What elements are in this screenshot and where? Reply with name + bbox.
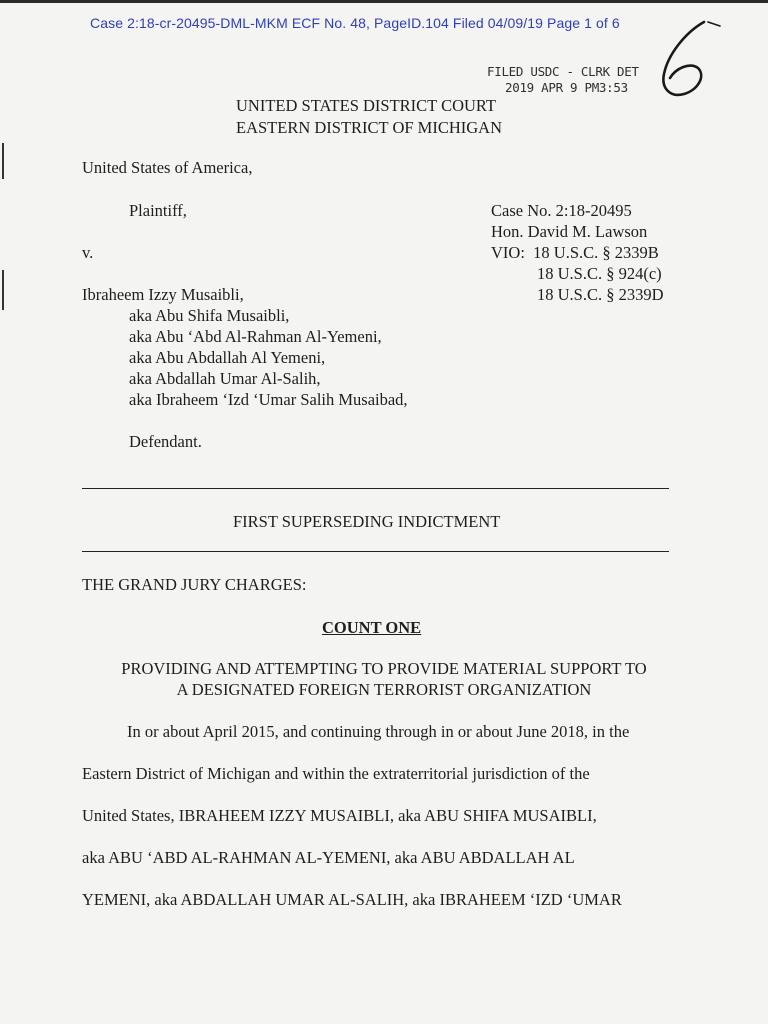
title-rule-bottom: [82, 551, 669, 552]
plaintiff-name: United States of America,: [82, 158, 253, 177]
ecf-header-stamp: Case 2:18-cr-20495-DML-MKM ECF No. 48, PageID.104 Filed 04/09/19 Page 1 of 6: [90, 15, 620, 31]
charges-intro: THE GRAND JURY CHARGES:: [82, 575, 307, 594]
scan-margin-mark: [2, 143, 4, 179]
plaintiff-label: Plaintiff,: [129, 201, 187, 220]
handwritten-six-icon: [646, 18, 728, 106]
scan-top-edge: [0, 0, 768, 3]
defendant-alias: aka Abu ‘Abd Al-Rahman Al-Yemeni,: [129, 327, 382, 346]
defendant-alias: aka Abu Abdallah Al Yemeni,: [129, 348, 326, 367]
scan-margin-mark: [2, 270, 4, 310]
body-line: In or about April 2015, and continuing through in or about June 2018, in the: [127, 722, 630, 741]
handwritten-page-mark: [646, 18, 728, 111]
versus-label: v.: [82, 243, 94, 262]
filed-stamp-line1: FILED USDC - CLRK DET: [487, 64, 639, 79]
court-district: EASTERN DISTRICT OF MICHIGAN: [236, 118, 502, 137]
body-line: YEMENI, aka ABDALLAH UMAR AL-SALIH, aka IBRAHEEM ‘IZD ‘UMAR: [82, 890, 622, 909]
violation-statute: 18 U.S.C. § 2339D: [537, 285, 664, 304]
defendant-alias: aka Ibraheem ‘Izd ‘Umar Salih Musaibad,: [129, 390, 408, 409]
case-number: Case No. 2:18-20495: [491, 201, 632, 220]
body-line: aka ABU ‘ABD AL-RAHMAN AL-YEMENI, aka ABU ABDALLAH AL: [82, 848, 575, 867]
count-subtitle-line1: PROVIDING AND ATTEMPTING TO PROVIDE MATERIAL SUPPORT TO: [121, 659, 647, 678]
count-heading: COUNT ONE: [322, 618, 422, 637]
defendant-label: Defendant.: [129, 432, 202, 451]
defendant-name: Ibraheem Izzy Musaibli,: [82, 285, 244, 304]
defendant-alias: aka Abu Shifa Musaibli,: [129, 306, 290, 325]
violation-statute: 18 U.S.C. § 924(c): [537, 264, 662, 283]
court-name: UNITED STATES DISTRICT COURT: [236, 96, 497, 115]
violation-statute: VIO: 18 U.S.C. § 2339B: [491, 243, 659, 262]
title-rule-top: [82, 488, 669, 489]
document-title: FIRST SUPERSEDING INDICTMENT: [233, 512, 501, 531]
body-line: Eastern District of Michigan and within the extraterritorial jurisdiction of the: [82, 764, 590, 783]
body-line: United States, IBRAHEEM IZZY MUSAIBLI, aka ABU SHIFA MUSAIBLI,: [82, 806, 597, 825]
filed-stamp-line2: 2019 APR 9 PM3:53: [505, 80, 628, 95]
count-subtitle-line2: A DESIGNATED FOREIGN TERRORIST ORGANIZATION: [176, 680, 592, 699]
defendant-alias: aka Abdallah Umar Al-Salih,: [129, 369, 321, 388]
judge-name: Hon. David M. Lawson: [491, 222, 648, 241]
